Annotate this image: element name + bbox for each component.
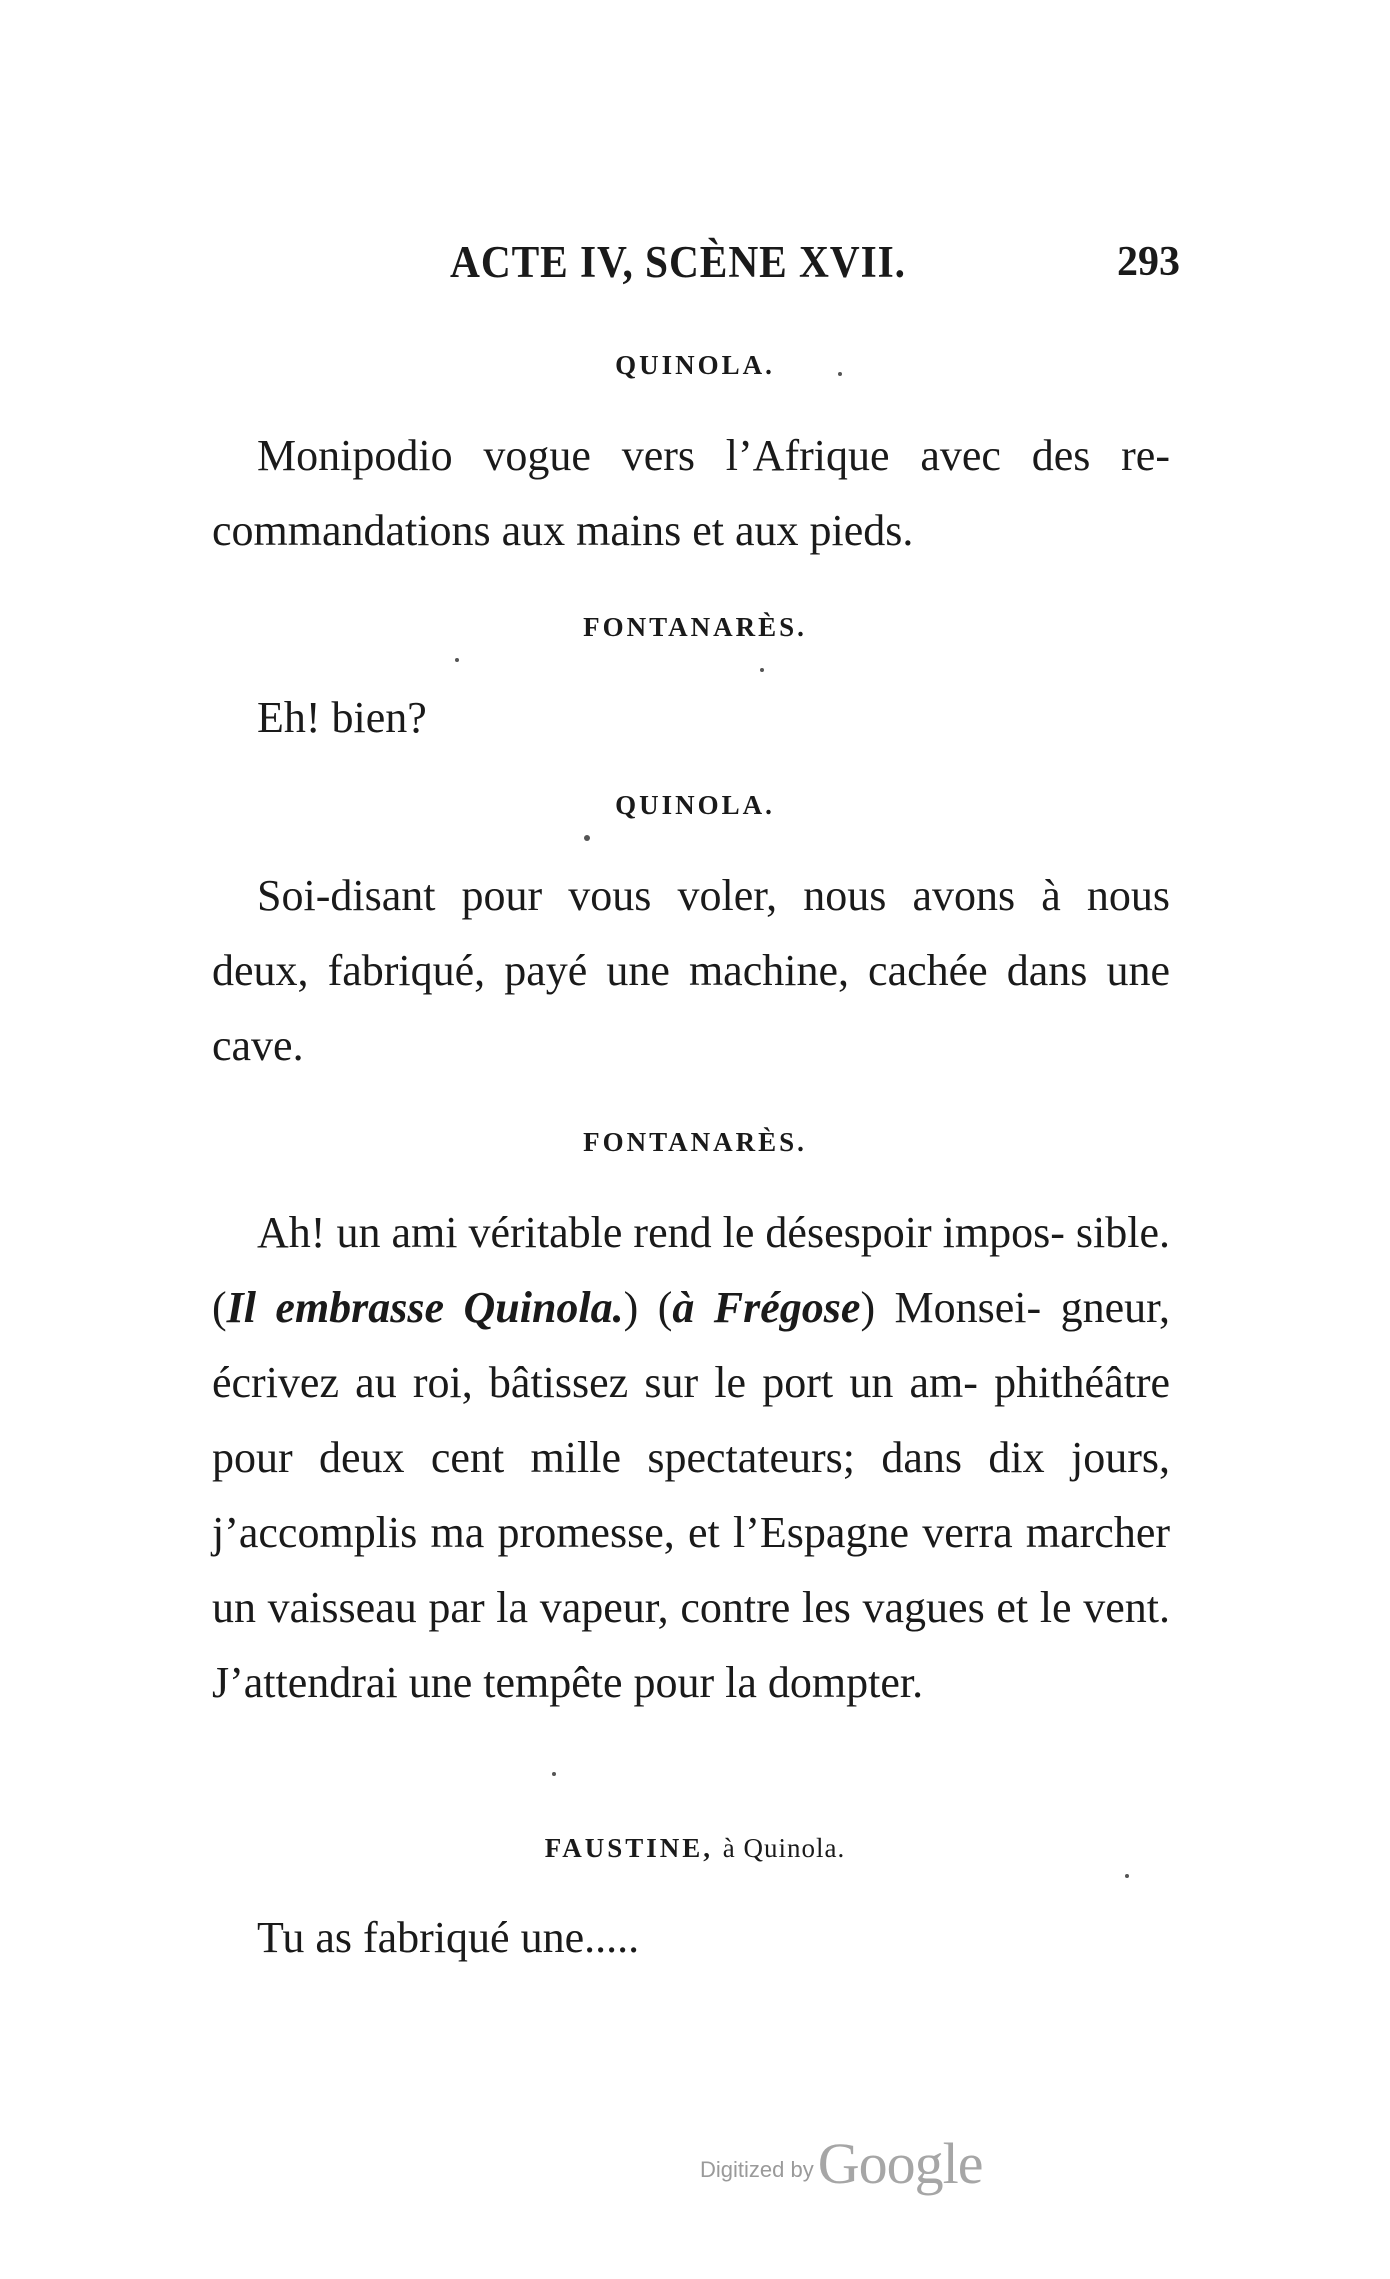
speech-faustine [212, 1900, 1170, 1975]
speech-line: sible. [1075, 1208, 1170, 1257]
stage-direction: à Frégose [672, 1283, 861, 1332]
speech-quinola-2 [212, 858, 1170, 1083]
speech-quinola-1 [212, 418, 1170, 568]
digitized-by-watermark [700, 2130, 982, 2200]
speaker-fontanares-1: FONTANARÈS. [583, 612, 807, 642]
speech-line: Ah! un ami véritable rend le désespoir impos- [257, 1208, 1065, 1257]
running-head [210, 236, 1180, 296]
speaker-quinola-2: QUINOLA. [615, 790, 775, 820]
stage-direction: Il embrasse Quinola. [226, 1283, 624, 1332]
speech-line: verra marcher un vaisseau par la vapeur, contre [212, 1508, 1171, 1632]
speaker-name: FAUSTINE, [544, 1833, 714, 1863]
google-logo: Google [817, 2131, 983, 2196]
speech-line: la dompter. [725, 1658, 924, 1707]
speaker-faustine [0, 1833, 1390, 1864]
scan-speck [838, 372, 842, 376]
speech-fontanares-2: Ah! un ami véritable rend le désespoir impos- sible. (Il embrasse Quinola.) (à Frégose) Monsei- gneur, écrivez au roi, bâtissez sur le port un am- phithéâtre pour deux cent mille spectateurs; dans dix jours, j’accomplis ma promesse, et l’Espagne verra marcher un vaisseau par la vapeur, contre les vagues et le vent. J’attendrai une tempête pour la dompter. [212, 1208, 1171, 1707]
scan-speck [760, 668, 764, 672]
speech-line: Tu as fabriqué une..... [257, 1913, 640, 1962]
digitized-label: Digitized by [700, 2157, 814, 2182]
scan-speck [552, 1772, 556, 1776]
speech-fontanares-1 [212, 680, 1170, 755]
scan-speck [455, 658, 459, 662]
scan-speck [584, 835, 590, 841]
speech-line: deux, fabriqué, payé une machine, cachée dans [212, 946, 1088, 995]
speech-line: gneur, écrivez au roi, bâtissez sur le port un am- [212, 1283, 1171, 1407]
speech-line: Monsei- [894, 1283, 1042, 1332]
running-title: ACTE IV, SCÈNE XVII. [450, 237, 906, 287]
speech-line: une cave. [212, 946, 1170, 1070]
speech-line: phithéâtre pour deux cent mille spectateurs; dans [212, 1358, 1171, 1482]
speaker-quinola-1: QUINOLA. [615, 350, 775, 380]
page-number: 293 [1117, 239, 1180, 285]
speech-line: commandations aux mains et aux pieds. [212, 506, 914, 555]
speech-line: Monipodio vogue vers l’Afrique avec des re- [257, 431, 1170, 480]
scan-speck [1125, 1874, 1129, 1878]
speech-line: dix jours, j’accomplis ma promesse, et l’Espagne [212, 1433, 1171, 1557]
speech-line: les vagues et le vent. J’attendrai une tempête pour [212, 1583, 1171, 1707]
speech-line: Soi-disant pour vous voler, nous avons à nous [257, 871, 1170, 920]
speech-line: Eh! bien? [257, 693, 427, 742]
speaker-fontanares-2: FONTANARÈS. [583, 1127, 807, 1157]
speaker-direction: à Quinola. [722, 1833, 846, 1863]
